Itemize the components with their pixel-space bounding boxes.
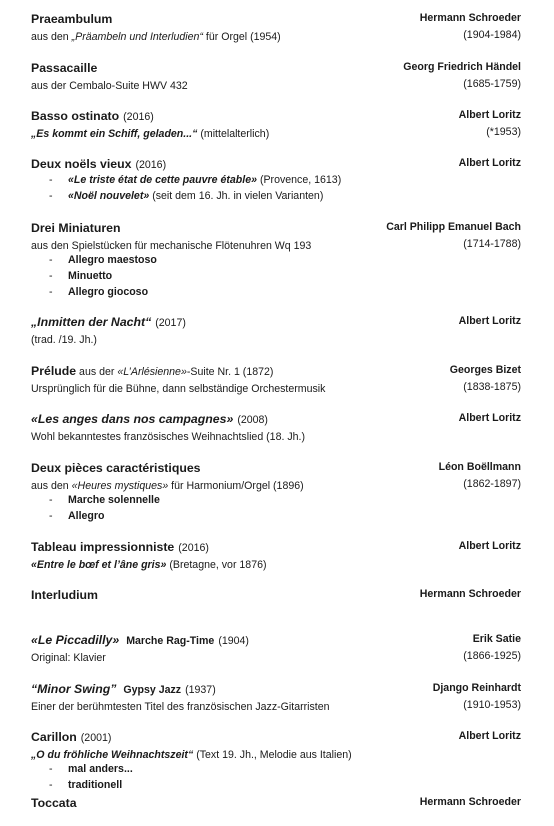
composer-dates: (1838-1875) bbox=[463, 381, 521, 393]
piece-title: Toccata bbox=[31, 796, 77, 810]
piece-source-prefix: aus den bbox=[31, 31, 72, 43]
composer-dates: (*1953) bbox=[486, 126, 521, 138]
piece-title: Drei Miniaturen bbox=[31, 221, 121, 235]
composer-name: Albert Loritz bbox=[458, 109, 521, 121]
piece-year: (2016) bbox=[135, 159, 167, 171]
composer-name: Erik Satie bbox=[472, 633, 521, 645]
composer-dates: (1862-1897) bbox=[463, 478, 521, 490]
piece-source-title: «L’Arlésienne» bbox=[117, 366, 187, 378]
piece-genre: Gypsy Jazz bbox=[123, 684, 182, 696]
program-entry bbox=[31, 795, 521, 810]
program-entry bbox=[31, 632, 521, 664]
movement-item: - Allegro maestoso bbox=[49, 254, 157, 266]
piece-source: (trad. /19. Jh.) bbox=[31, 334, 97, 346]
piece-source-title: «Entre le bœf et l’âne gris» bbox=[31, 559, 167, 571]
item-note: (Provence, 1613) bbox=[257, 174, 342, 186]
list-item: - «Le triste état de cette pauvre étable» (Provence, 1613) bbox=[49, 174, 342, 186]
piece-year: (2001) bbox=[80, 732, 112, 744]
program-entry bbox=[31, 60, 521, 92]
composer-name: Léon Boëllmann bbox=[438, 461, 521, 473]
piece-title: Deux pièces caractéristiques bbox=[31, 461, 201, 475]
composer-name: Albert Loritz bbox=[458, 540, 521, 552]
program-entry bbox=[31, 108, 521, 140]
program-entry bbox=[31, 314, 521, 346]
composer-name: Albert Loritz bbox=[458, 157, 521, 169]
program-entry bbox=[31, 411, 521, 443]
program-entry bbox=[31, 156, 521, 204]
composer-name: Albert Loritz bbox=[458, 315, 521, 327]
item-note: (seit dem 16. Jh. in vielen Varianten) bbox=[149, 190, 324, 202]
movement-item: - mal anders... bbox=[49, 763, 133, 775]
composer-name: Georges Bizet bbox=[449, 364, 521, 376]
piece-year: (1904) bbox=[218, 635, 249, 647]
movement-item: - Allegro giocoso bbox=[49, 286, 149, 298]
item-title: «Le triste état de cette pauvre étable» bbox=[68, 174, 258, 186]
piece-note: Einer der berühmtesten Titel des französischen Jazz-Gitarristen bbox=[31, 701, 330, 713]
composer-name: Albert Loritz bbox=[458, 412, 521, 424]
piece-title: «Le Piccadilly» bbox=[31, 633, 120, 647]
program-entry bbox=[31, 587, 521, 602]
piece-title: “Minor Swing” bbox=[31, 682, 117, 696]
list-item: - «Noël nouvelet» (seit dem 16. Jh. in vielen Varianten) bbox=[49, 190, 324, 202]
composer-name: Hermann Schroeder bbox=[419, 12, 521, 24]
program-entry bbox=[31, 539, 521, 571]
piece-title: „Inmitten der Nacht“ bbox=[31, 315, 152, 329]
piece-title: Deux noëls vieux bbox=[31, 157, 132, 171]
piece-title: Passacaille bbox=[31, 61, 98, 75]
piece-source-title: „O du fröhliche Weihnachtszeit“ bbox=[31, 749, 194, 761]
program-entry bbox=[31, 220, 521, 300]
piece-year: (1937) bbox=[185, 684, 216, 696]
composer-dates: (1685-1759) bbox=[463, 78, 521, 90]
composer-dates: (1866-1925) bbox=[463, 650, 521, 662]
program-entry bbox=[31, 460, 521, 524]
composer-name: Django Reinhardt bbox=[432, 682, 521, 694]
piece-year: (2017) bbox=[155, 317, 186, 329]
piece-title: Prélude bbox=[31, 364, 77, 378]
piece-source: aus den Spielstücken für mechanische Flötenuhren Wq 193 bbox=[31, 240, 312, 252]
composer-name: Carl Philipp Emanuel Bach bbox=[386, 221, 521, 233]
piece-source-suffix: (mittelalterlich) bbox=[197, 128, 270, 140]
piece-note: Wohl bekanntestes französisches Weihnachtslied (18. Jh.) bbox=[31, 431, 306, 443]
piece-source-suffix: (Text 19. Jh., Melodie aus Italien) bbox=[193, 749, 352, 761]
piece-source-prefix: aus der bbox=[76, 366, 118, 378]
piece-source-title: «Heures mystiques» bbox=[71, 480, 169, 492]
piece-title: Praeambulum bbox=[31, 12, 113, 26]
piece-source-title: „Es kommt ein Schiff, geladen...“ bbox=[31, 128, 198, 140]
piece-title: «Les anges dans nos campagnes» bbox=[31, 412, 234, 426]
piece-source-suffix: für Orgel (1954) bbox=[202, 31, 281, 43]
composer-name: Hermann Schroeder bbox=[419, 796, 521, 808]
movement-item: - Allegro bbox=[49, 510, 105, 522]
piece-title: Basso ostinato bbox=[31, 109, 120, 123]
piece-source-title: „Präambeln und Interludien“ bbox=[71, 31, 203, 43]
composer-name: Albert Loritz bbox=[458, 730, 521, 742]
program-entry bbox=[31, 363, 521, 395]
program-entry bbox=[31, 681, 521, 713]
program-entry bbox=[31, 11, 521, 43]
composer-name: Georg Friedrich Händel bbox=[403, 61, 521, 73]
piece-source: aus der Cembalo-Suite HWV 432 bbox=[31, 80, 188, 92]
piece-year: (2016) bbox=[178, 542, 209, 554]
composer-name: Hermann Schroeder bbox=[419, 588, 521, 600]
piece-title: Tableau impressionniste bbox=[31, 540, 175, 554]
piece-year: (2008) bbox=[237, 414, 268, 426]
item-title: «Noël nouvelet» bbox=[68, 190, 150, 202]
piece-source-suffix: für Harmonium/Orgel (1896) bbox=[168, 480, 304, 492]
program-entry bbox=[31, 729, 521, 793]
piece-note: Original: Klavier bbox=[31, 652, 106, 664]
composer-dates: (1904-1984) bbox=[463, 29, 521, 41]
movement-item: - traditionell bbox=[49, 779, 123, 791]
piece-note: Ursprünglich für die Bühne, dann selbständige Orchestermusik bbox=[31, 383, 326, 395]
composer-dates: (1910-1953) bbox=[463, 699, 521, 711]
piece-source-suffix: (Bretagne, vor 1876) bbox=[166, 559, 267, 571]
piece-source-prefix: aus den bbox=[31, 480, 72, 492]
piece-title: Carillon bbox=[31, 730, 77, 744]
piece-year: (2016) bbox=[123, 111, 154, 123]
piece-title: Interludium bbox=[31, 588, 98, 602]
movement-item: - Minuetto bbox=[49, 270, 113, 282]
composer-dates: (1714-1788) bbox=[463, 238, 521, 250]
piece-genre: Marche Rag-Time bbox=[126, 635, 215, 647]
piece-source-suffix: -Suite Nr. 1 (1872) bbox=[186, 366, 274, 378]
movement-item: - Marche solennelle bbox=[49, 494, 160, 506]
